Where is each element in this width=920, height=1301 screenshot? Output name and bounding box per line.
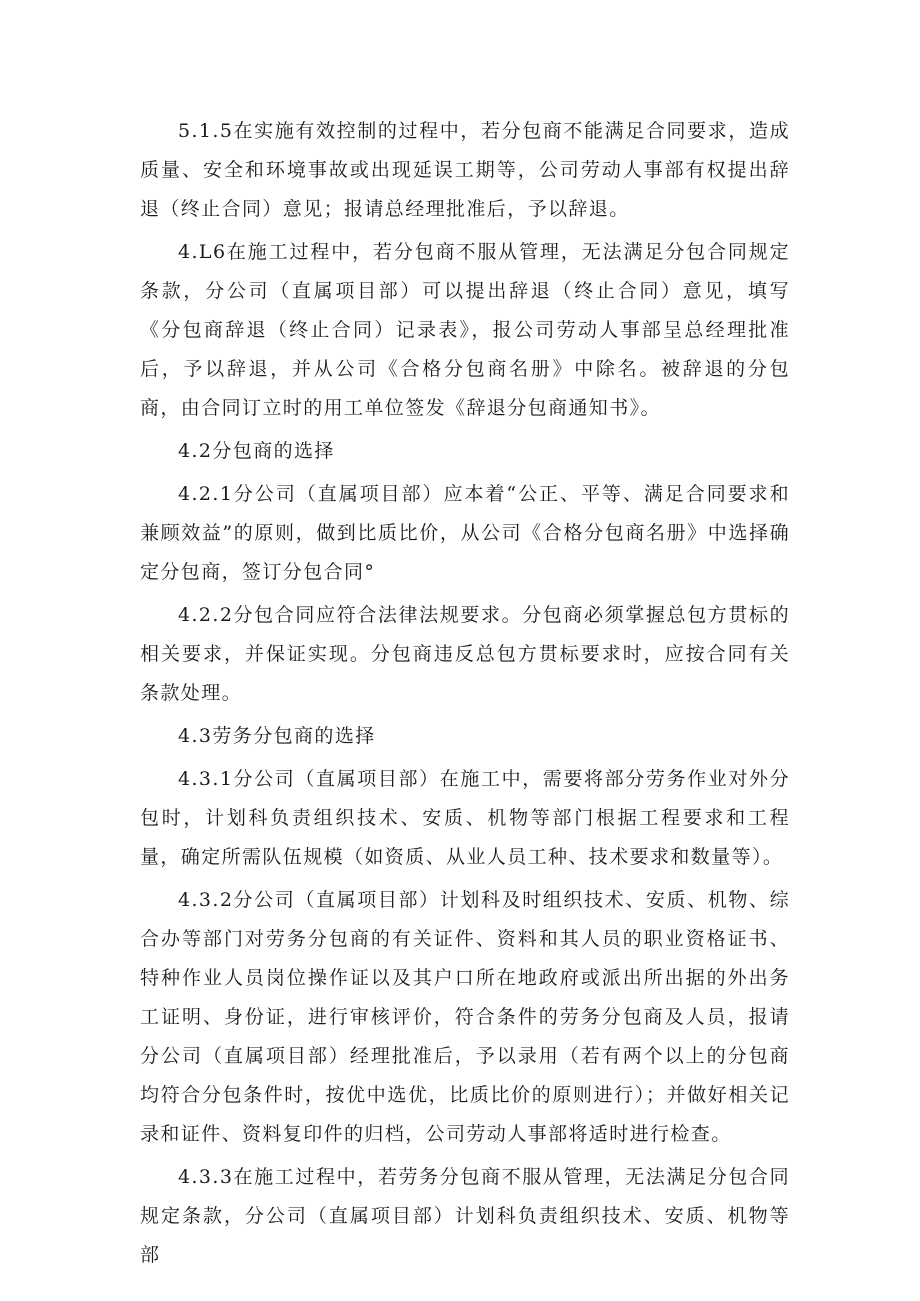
paragraph-4-3-1: 4.3.1分公司（直属项目部）在施工中，需要将部分劳务作业对外分包时，计划科负责组织技术、安质、机物等部门根据工程要求和工程量，确定所需队伍规模（如资质、从业人员工种、技术要求和数量等）。	[140, 768, 790, 868]
section-heading-4-3: 4.3劳务分包商的选择	[178, 725, 376, 747]
paragraph-5-1-5: 5.1.5在实施有效控制的过程中，若分包商不能满足合同要求，造成质量、安全和环境事故或出现延误工期等，公司劳动人事部有权提出辞退（终止合同）意见；报请总经理批准后，予以辞退。	[140, 120, 790, 220]
section-heading-4-2: 4.2分包商的选择	[178, 440, 335, 462]
document-body	[140, 112, 790, 1275]
paragraph-4-2-2: 4.2.2分包合同应符合法律法规要求。分包商必须掌握总包方贯标的相关要求，并保证实现。分包商违反总包方贯标要求时，应按合同有关条款处理。	[140, 604, 790, 704]
paragraph-4-3-3: 4.3.3在施工过程中，若劳务分包商不服从管理，无法满足分包合同规定条款，分公司（直属项目部）计划科负责组织技术、安质、机物等部	[140, 1166, 790, 1266]
paragraph-4-1-6: 4.L6在施工过程中，若分包商不服从管理，无法满足分包合同规定条款，分公司（直属项目部）可以提出辞退（终止合同）意见，填写《分包商辞退（终止合同）记录表》，报公司劳动人事部呈总经理批准后，予以辞退，并从公司《合格分包商名册》中除名。被辞退的分包商，由合同订立时的用工单位签发《辞退分包商通知书》。	[140, 241, 790, 419]
paragraph-4-3-2: 4.3.2分公司（直属项目部）计划科及时组织技术、安质、机物、综合办等部门对劳务分包商的有关证件、资料和其人员的职业资格证书、特种作业人员岗位操作证以及其户口所在地政府或派出所出据的外出务工证明、身份证，进行审核评价，符合条件的劳务分包商及人员，报请分公司（直属项目部）经理批准后，予以录用（若有两个以上的分包商均符合分包条件时，按优中选优，比质比价的原则进行）；并做好相关记录和证件、资料复印件的归档，公司劳动人事部将适时进行检查。	[140, 889, 790, 1145]
paragraph-4-2-1: 4.2.1分公司（直属项目部）应本着“公正、平等、满足合同要求和兼顾效益”的原则，做到比质比价，从公司《合格分包商名册》中选择确定分包商，签订分包合同°	[140, 483, 790, 583]
